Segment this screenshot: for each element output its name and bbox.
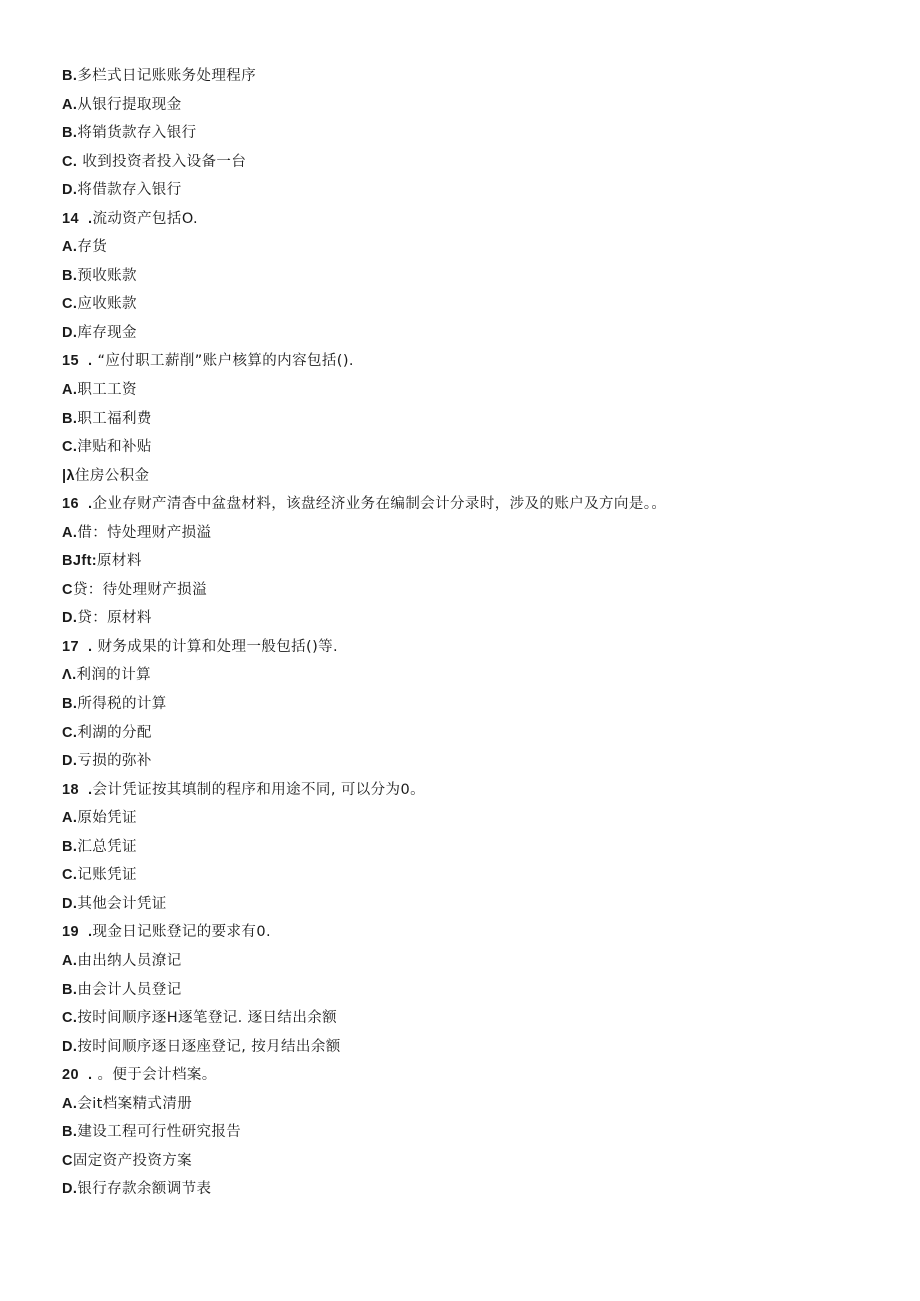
answer-option [62,262,882,291]
question-text: 企业存财产清杳中盆盘材料，该盘经济业务在编制会计分录时，涉及的账户及方向是。。 [92,496,667,513]
answer-option [62,290,882,319]
answer-option [62,1175,882,1204]
question-number: 16 [62,496,79,513]
option-label: C. [62,1010,78,1027]
option-text: 原材料 [97,553,142,570]
answer-option [62,462,882,491]
option-text: 住房公积金 [74,467,150,484]
answer-option [62,947,882,976]
question-heading [62,776,882,805]
question-heading [62,490,882,519]
option-text: 其他会计凭证 [77,895,167,912]
option-label: A. [62,952,78,969]
option-label: D. [62,1181,78,1198]
answer-option [62,976,882,1005]
answer-option [62,519,882,548]
answer-option [62,176,882,205]
question-text: 。便于会计档案。 [92,1067,217,1084]
answer-option [62,433,882,462]
document-page [62,62,882,1204]
option-text: 按时间顺序逐日逐座登记, 按月结出余额 [77,1038,341,1055]
option-text: 多栏式日记账账务处理程序 [77,68,257,84]
answer-option [62,233,882,262]
option-text: 所得税的计算 [77,696,167,713]
option-text: 职工福利费 [77,410,152,427]
answer-option [62,719,882,748]
option-text: 利润的计算 [76,667,151,684]
option-label: D. [62,753,78,770]
question-number: 14 [62,210,79,227]
option-text: 亏损的弥补 [77,753,152,770]
option-label: A. [62,96,78,113]
question-heading [62,633,882,662]
question-number: 20 [62,1067,79,1084]
question-separator: . [88,496,93,513]
answer-option [62,547,882,576]
option-text: 原始凭证 [77,810,137,827]
option-label: Λ. [62,667,77,684]
option-label: B. [62,1124,78,1141]
option-text: 贷：待处理财产损溢 [72,581,207,598]
option-text: 贷：原材料 [77,610,152,627]
option-text: 按时间顺序逐H逐笔登记. 逐日结出余额 [77,1010,338,1027]
question-text: 现金日记账登记的要求有0. [92,924,271,941]
question-separator: . [88,353,93,370]
option-text: 津贴和补贴 [77,439,152,456]
answer-option [62,91,882,120]
option-text: 银行存款余额调节表 [77,1181,212,1198]
option-label: D. [62,895,78,912]
option-text: 由出纳人员潦记 [77,952,182,969]
question-separator: . [88,1067,93,1084]
option-label: B. [62,267,78,284]
question-text: “应付职工薪削”账户核算的内容包括(). [92,353,354,370]
option-text: 由会计人员登记 [77,981,182,998]
option-label: D. [62,610,78,627]
answer-option [62,1147,882,1176]
option-label: C. [62,153,78,170]
option-label: A. [62,524,78,541]
answer-option [62,1033,882,1062]
answer-option [62,62,882,91]
answer-option [62,690,882,719]
answer-option [62,148,882,177]
question-number: 15 [62,353,79,370]
option-label: |λ [62,467,75,484]
option-label: B. [62,125,78,142]
question-separator: . [88,638,93,655]
option-label: A. [62,810,78,827]
question-heading [62,347,882,376]
question-number: 18 [62,781,79,798]
answer-option [62,1004,882,1033]
answer-option [62,804,882,833]
option-label: A. [62,239,78,256]
option-label: A. [62,382,78,399]
option-text: 将销货款存入银行 [77,125,197,142]
answer-option [62,861,882,890]
answer-option [62,319,882,348]
option-label: B. [62,838,78,855]
answer-option [62,376,882,405]
option-text: 预收账款 [77,267,137,284]
option-label: C. [62,296,78,313]
option-text: 建设工程可行性研究报告 [77,1124,242,1141]
option-text: 职工工资 [77,382,137,399]
answer-option [62,1118,882,1147]
option-label: D. [62,1038,78,1055]
option-text: 会it档案精式清册 [77,1095,193,1112]
option-label: C [62,1152,73,1169]
option-label: C [62,581,73,598]
option-text: 记账凭证 [77,867,137,884]
option-text: 收到投资者投入设备一台 [77,153,247,170]
option-label: C. [62,724,78,741]
option-text: 存货 [77,239,108,256]
option-label: A. [62,1095,78,1112]
option-text: 固定资产投资方案 [72,1152,193,1169]
answer-option [62,890,882,919]
answer-option [62,119,882,148]
question-number: 19 [62,924,79,941]
answer-option [62,833,882,862]
question-separator: . [88,210,93,227]
question-heading [62,918,882,947]
option-label: B. [62,696,78,713]
option-text: 汇总凭证 [77,838,137,855]
answer-option [62,604,882,633]
option-label: B. [62,410,78,427]
answer-option [62,661,882,690]
answer-option [62,747,882,776]
question-text: 会计凭证按其填制的程序和用途不同, 可以分为0。 [92,781,425,798]
question-heading [62,205,882,234]
question-text: 财务成果的计算和处理一般包括()等. [92,638,339,655]
option-label: D. [62,324,78,341]
answer-option [62,576,882,605]
question-separator: . [88,924,93,941]
option-label: BJft: [62,553,98,570]
answer-option [62,1090,882,1119]
option-label: D. [62,182,78,199]
option-text: 借：恃处理财产损溢 [77,524,212,541]
option-label: B. [62,981,78,998]
option-label: C. [62,439,78,456]
option-text: 利湖的分配 [77,724,152,741]
question-separator: . [88,781,93,798]
option-label: C. [62,867,78,884]
question-number: 17 [62,638,79,655]
question-text: 流动资产包括O. [92,210,199,227]
answer-option [62,405,882,434]
option-label: B. [62,68,78,84]
option-text: 应收账款 [77,296,137,313]
option-text: 从银行提取现金 [77,96,182,113]
option-text: 库存现金 [77,324,137,341]
question-heading [62,1061,882,1090]
option-text: 将借款存入银行 [77,182,182,199]
